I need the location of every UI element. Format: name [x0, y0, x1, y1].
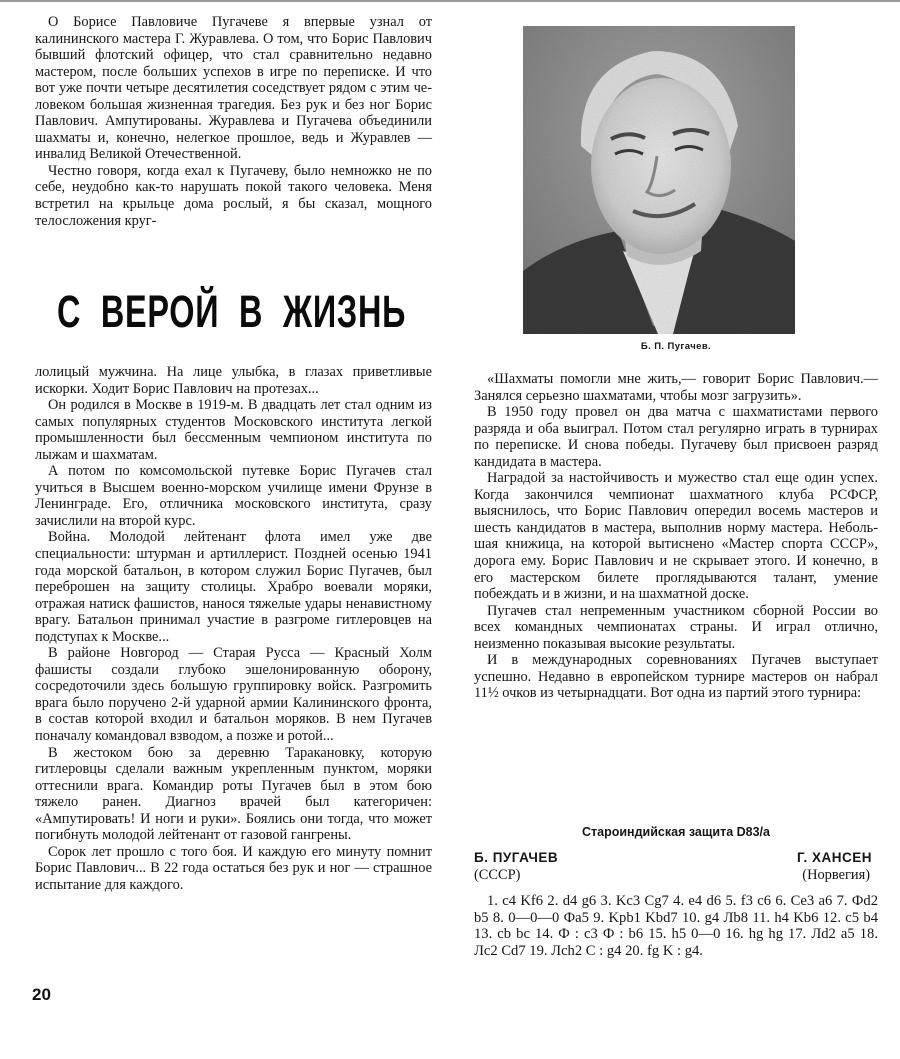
body-paragraph: В 1950 году провел он два матча с шахматистами первого разряда и оба выиграл. Потом стал регулярно играть в турнирах по переписке. И снова победы. Пугачеву был присвоен разряд кандидата в мастера. — [474, 404, 878, 470]
white-player-name: Б. ПУГАЧЕВ — [474, 850, 559, 865]
left-text-column — [35, 364, 432, 894]
body-paragraph: Пугачев стал непременным участником сборной России во всех командных чемпионатах страны. И играл отлично, неизменно показывая высокие результаты. — [474, 602, 878, 652]
right-text-column — [474, 371, 878, 702]
body-paragraph: «Шахматы помогли мне жить,— говорит Борис Павлович.— Занялся серьезно шахматами, чтобы мозг загрузить». — [474, 371, 878, 404]
black-player-name: Г. ХАНСЕН — [797, 850, 872, 865]
page-number: 20 — [32, 985, 51, 1004]
body-paragraph: В районе Новгород — Старая Русса — Красный Холм фашисты создали глубоко эшелонированную оборону, сосредоточили здесь большую группировку войск. Разгромить врага было поручено 2-й ударной армии Калининского фронта, в состав которой входил и батальон моряков. В нем Пугачев поначалу командовал взводом, а позже и ротой... — [35, 645, 432, 745]
body-paragraph: Сорок лет прошло с того боя. И каждую его минуту помнит Борис Павлович... В 22 года остаться без рук и ног — страшное испытание для каждого. — [35, 843, 432, 893]
portrait-illustration — [523, 26, 795, 334]
photo-caption: Б. П. Пугачев. — [640, 341, 712, 352]
black-player-country: (Норвегия) — [802, 866, 870, 883]
intro-paragraph: О Борисе Павловиче Пугачеве я впервые узнал от калининского мастера Г. Журавлева. О том, что Борис Павлович бывший флотский офицер, что стал сравнительно недавно мастером, после больших успехов в игре по переписке. И что вот уже почти четыре десятилетия соседствует рядом с этим человеком большая жизненная трагедия. Без рук и без ног Борис Павлович. Ампутированы. Журавлева и Пугачева объединили шахматы и, конечно, нелегкое прошлое, ведь и Журавлев — инвалид Великой Отечественной. — [35, 14, 432, 163]
body-paragraph: А потом по комсомольской путевке Борис Пугачев стал учиться в Высшем военно-морском училище имени Фрунзе в Ленинграде. Его, отличника московского института, сразу зачислили на второй курс. — [35, 463, 432, 529]
body-paragraph: Он родился в Москве в 1919-м. В двадцать лет стал одним из самых популярных студентов Московского института легкой промышленности был бессменным чемпионом института по лыжам и шахматам. — [35, 397, 432, 463]
chess-moves: 1. c4 Kf6 2. d4 g6 3. Kc3 Cg7 4. e4 d6 5. f3 c6 6. Ce3 a6 7. Фd2 b5 8. 0—0—0 Фa5 9. Kpb1 Kbd7 10. g4 Лb8 11. h4 Kb6 12. c5 b4 13. cb bc 14. Ф : c3 Ф : b6 15. h5 0—0 16. hg hg 17. Лd2 a5 18. Лc2 Cd7 19. Лch2 C : g4 20. fg K : g4. — [474, 893, 878, 959]
body-paragraph: И в международных соревнованиях Пугачев выступает успешно. Недавно в европейском турнире мастеров он набрал 11½ очков из четырнадцати. Вот одна из партий этого турнира: — [474, 652, 878, 702]
article-title: С ВЕРОЙ В ЖИЗНЬ — [57, 286, 407, 337]
white-player-country: (СССР) — [474, 866, 521, 883]
body-paragraph: лолицый мужчина. На лице улыбка, в глазах приветливые искорки. Ходит Борис Павлович на протезах... — [35, 364, 432, 397]
intro-text-column — [35, 14, 432, 229]
body-paragraph: В жестоком бою за деревню Таракановку, которую гитлеровцы сделали важным укрепленным пунктом, моряки оттеснили врага. Командир роты Пугачев был в этом бою тяжело ранен. Диагноз врачей был категоричен: «Ампутировать! И ноги и руки». Боялись они тогда, что может погибнуть молодой лейтенант от газовой гангрены. — [35, 744, 432, 844]
page-top-rule — [0, 0, 900, 2]
white-player — [474, 850, 558, 883]
body-paragraph: Война. Молодой лейтенант флота имел уже две специальности: штурман и артиллерист. Поздней осенью 1941 года морской батальон, в котором служил Борис Пугачев, был переброшен на защиту столицы. Храбро воевали моряки, отражая натиск фашистов, нанося тяжелые удары ненавистному врагу. Батальон принимал участие в разгроме гитлеровцев на подступах к Москве... — [35, 529, 432, 645]
chess-opening-heading: Староиндийская защита D83/a — [582, 825, 770, 839]
intro-paragraph: Честно говоря, когда ехал к Пугачеву, было немножко не по себе, неудобно как-то нарушать покой такого человека. Меня встретил на крыльце дома рослый, я бы сказал, мощного телосложения круг- — [35, 162, 432, 229]
black-player — [700, 850, 872, 883]
portrait-photo — [523, 26, 795, 334]
body-paragraph: Наградой за настойчивость и мужество стал еще один успех. Когда закончился чемпионат шахматного клуба РСФСР, выяснилось, что Борис Павлович опередил восемь мастеров и шесть кандидатов в мастера, выполнив норму мастера. Небольшая книжица, на которой вытиснено «Мастер спорта СССР», дорога ему. Борис Павлович и не скрывает этого. И конечно, в его мастерском билете проглядываются талант, умение побеждать и в жизни, и на шахматной доске. — [474, 470, 878, 603]
